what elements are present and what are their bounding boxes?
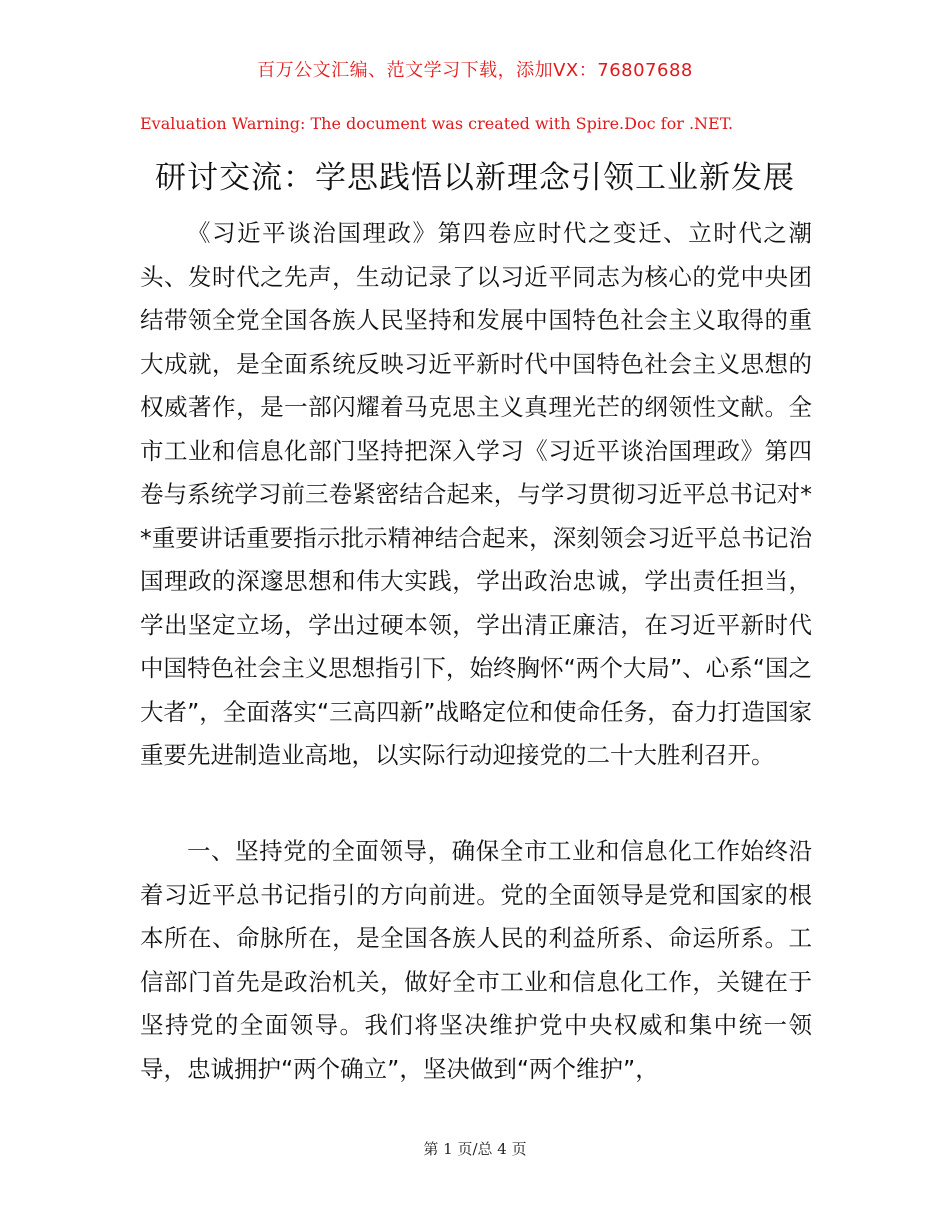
document-title: 研讨交流：学思践悟以新理念引领工业新发展 — [155, 160, 795, 196]
body-paragraph-intro: 《习近平谈治国理政》第四卷应时代之变迁、立时代之潮头、发时代之先声，生动记录了以习近平同志为核心的党中央团结带领全党全国各族人民坚持和发展中国特色社会主义取得的重大成就，是全面系统反映习近平新时代中国特色社会主义思想的权威著作，是一部闪耀着马克思主义真理光芒的纲领性文献。全市工业和信息化部门坚持把深入学习《习近平谈治国理政》第四卷与系统学习前三卷紧密结合起来，与学习贯彻习近平总书记对**重要讲话重要指示批示精神结合起来，深刻领会习近平总书记治国理政的深邃思想和伟大实践，学出政治忠诚，学出责任担当，学出坚定立场，学出过硬本领，学出清正廉洁，在习近平新时代中国特色社会主义思想指引下，始终胸怀“两个大局”、心系“国之大者”，全面落实“三高四新”战略定位和使命任务，奋力打造国家重要先进制造业高地，以实际行动迎接党的二十大胜利召开。 — [140, 219, 812, 769]
page-number-footer: 第 1 页/总 4 页 — [423, 1140, 527, 1158]
evaluation-warning: Evaluation Warning: The document was created with Spire.Doc for .NET. — [140, 114, 734, 133]
header-banner: 百万公文汇编、范文学习下载，添加VX：76807688 — [257, 60, 693, 81]
body-paragraph-section-one: 一、坚持党的全面领导，确保全市工业和信息化工作始终沿着习近平总书记指引的方向前进。党的全面领导是党和国家的根本所在、命脉所在，是全国各族人民的利益所系、命运所系。工信部门首先是政治机关，做好全市工业和信息化工作，关键在于坚持党的全面领导。我们将坚决维护党中央权威和集中统一领导，忠诚拥护“两个确立”，坚决做到“两个维护”， — [140, 837, 812, 1083]
